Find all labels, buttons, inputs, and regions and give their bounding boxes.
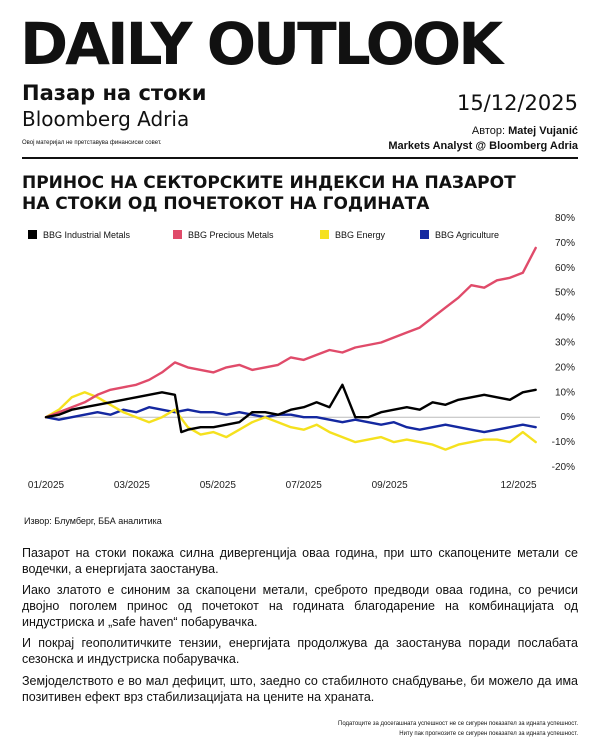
y-tick-label: -20% <box>551 462 575 473</box>
brand-name: Bloomberg Adria <box>22 107 190 131</box>
legend-swatch <box>28 230 37 239</box>
paragraph-4: Земјоделството е во мал дефицит, што, заедно со стабилното снабдување, би можело да има позитивен ефект врз стабилизацијата на цените на храната. <box>22 674 578 704</box>
author-name: Matej Vujanić <box>508 125 578 137</box>
y-tick-label: 30% <box>554 337 575 349</box>
legend-swatch <box>173 230 182 239</box>
header-divider <box>22 157 578 159</box>
legend-item-precious-metals <box>173 229 274 241</box>
legend-swatch <box>420 230 429 239</box>
series-line-bbg-precious-metals <box>46 248 536 417</box>
y-tick-label: 50% <box>554 287 575 299</box>
x-tick-label: 03/2025 <box>113 480 150 491</box>
footer-disclaimer-2: Ниту пак прогнозите се сигурен показател за идната успешност. <box>399 731 578 737</box>
legend-label: BBG Industrial Metals <box>43 230 131 240</box>
paragraph-2: Иако златото е синоним за скапоцени метали, среброто предводи оваа година, со речиси двојно поголем принос од почетокот на годината благодарение на комбинацијата од индустриска и „safe haven“ побарувачка. <box>22 583 578 629</box>
line-chart <box>0 205 600 505</box>
paragraph-3: И покрај геополитичките тензии, енергијата продолжува да заостанува поради послабата сезонска и индустриска побарувачка. <box>22 636 578 666</box>
disclaimer-note: Овој материјал не претставува финансиски совет. <box>22 140 162 146</box>
legend-label: BBG Precious Metals <box>188 230 274 240</box>
y-tick-label: 20% <box>554 362 575 374</box>
x-tick-label: 05/2025 <box>199 480 236 491</box>
author-role: Markets Analyst @ Bloomberg Adria <box>388 140 578 152</box>
masthead-title: DAILY OUTLOOK <box>20 10 501 78</box>
x-tick-label: 07/2025 <box>285 480 322 491</box>
x-tick-label: 09/2025 <box>371 480 408 491</box>
legend-item-agriculture <box>420 229 499 241</box>
legend-item-industrial-metals <box>28 229 130 241</box>
paragraph-1: Пазарот на стоки покажа силна дивергенција оваа година, при што скапоцените метали се водечки, а енергијата заостанува. <box>22 546 578 576</box>
y-tick-label: 40% <box>554 312 575 324</box>
legend-item-energy <box>320 229 385 241</box>
report-date: 15/12/2025 <box>456 91 578 115</box>
legend-label: BBG Energy <box>335 230 386 240</box>
x-tick-label: 01/2025 <box>27 480 65 491</box>
author-label: Автор: <box>471 125 506 137</box>
series-line-bbg-industrial-metals <box>46 385 536 432</box>
footer-disclaimer-1: Податоците за досегашната успешност не се сигурен показател за идната успешност. <box>338 721 578 727</box>
y-tick-label: -10% <box>551 437 575 449</box>
chart-title: ПРИНОС НА СЕКТОРСКИТЕ ИНДЕКСИ НА ПАЗАРОТ НА СТОКИ ОД ПОЧЕТОКОТ НА ГОДИНАТА <box>22 173 516 214</box>
author-line <box>472 124 578 138</box>
legend-label: BBG Agriculture <box>435 230 500 240</box>
y-tick-label: 10% <box>554 387 575 399</box>
y-tick-label: 70% <box>554 237 575 249</box>
section-title: Пазар на стоки <box>22 81 207 105</box>
y-tick-label: 0% <box>560 412 575 424</box>
y-tick-label: 80% <box>554 213 575 224</box>
y-tick-label: 60% <box>554 262 575 274</box>
x-tick-label: 12/2025 <box>500 480 537 491</box>
chart-source: Извор: Блумберг, ББА аналитика <box>24 516 162 526</box>
legend-swatch <box>320 230 329 239</box>
